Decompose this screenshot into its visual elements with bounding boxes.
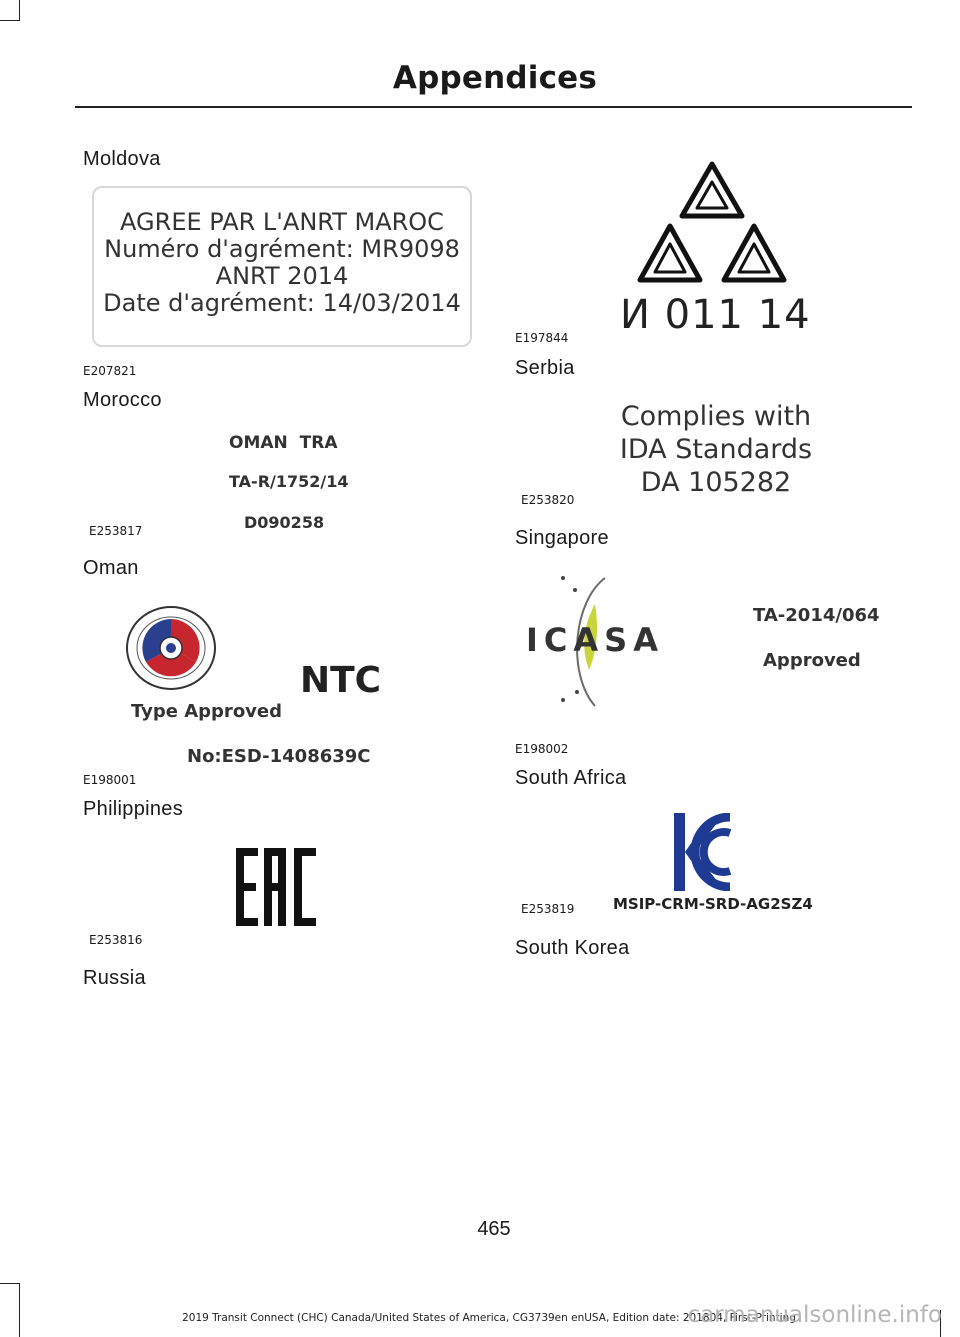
image-code-e197844: E197844 — [515, 331, 569, 345]
kc-certification-number: MSIP-CRM-SRD-AG2SZ4 — [613, 895, 813, 913]
image-code-e207821: E207821 — [83, 364, 137, 378]
maroc-line-2: Numéro d'agrément: MR9098 — [104, 235, 460, 263]
country-label-philippines: Philippines — [83, 798, 184, 820]
ida-compliance-label — [616, 400, 816, 499]
crop-mark-top-left — [0, 20, 20, 21]
icasa-name: ICASA — [526, 621, 664, 659]
image-code-e253817: E253817 — [89, 524, 143, 538]
country-label-singapore: Singapore — [515, 527, 609, 549]
eac-mark-icon — [236, 848, 316, 926]
image-code-e253816: E253816 — [89, 933, 143, 947]
maroc-approval-label — [92, 186, 472, 347]
page-number: 465 — [477, 1218, 511, 1240]
icasa-approved: Approved — [763, 650, 861, 671]
maroc-line-3: ANRT 2014 — [215, 262, 349, 290]
country-label-serbia: Serbia — [515, 357, 575, 379]
header-rule — [75, 106, 912, 108]
maroc-line-1: AGREE PAR L'ANRT MAROC — [120, 208, 444, 236]
country-label-oman: Oman — [83, 557, 139, 579]
ntc-seal-icon — [124, 605, 218, 691]
ida-line-1: Complies with — [620, 401, 812, 432]
maroc-line-4: Date d'agrément: 14/03/2014 — [103, 289, 461, 317]
crop-mark-top-left-v — [19, 0, 20, 20]
page-title: Appendices — [392, 60, 598, 96]
crop-mark-bottom-left-v — [19, 1283, 20, 1337]
oman-tra-line-3: D090258 — [244, 513, 325, 532]
image-code-e253820: E253820 — [521, 493, 575, 507]
serbia-triangle-mark-icon — [634, 158, 790, 286]
ntc-type-approved: Type Approved — [131, 701, 283, 722]
oman-tra-line-2: TA-R/1752/14 — [229, 472, 349, 491]
serbia-approval-number: И 011 14 — [620, 292, 811, 338]
icasa-ta-number: TA-2014/064 — [753, 605, 880, 626]
country-label-south-africa: South Africa — [515, 767, 627, 789]
page-footer: 2019 Transit Connect (CHC) Canada/United States of America, CG3739en enUSA, Edition date: 201804, First-Printing — [182, 1312, 796, 1324]
oman-tra-line-1: OMAN TRA — [229, 433, 338, 453]
image-code-e198001: E198001 — [83, 773, 137, 787]
ida-line-2: IDA Standards — [619, 434, 813, 465]
image-code-e253819: E253819 — [521, 902, 575, 916]
ida-line-3: DA 105282 — [640, 467, 792, 498]
country-label-south-korea: South Korea — [515, 937, 630, 959]
kc-mark-icon — [674, 813, 732, 891]
ntc-number: No:ESD-1408639C — [187, 746, 371, 767]
country-label-moldova: Moldova — [83, 148, 161, 170]
country-label-morocco: Morocco — [83, 389, 162, 411]
crop-mark-bottom-left — [0, 1283, 20, 1284]
country-label-russia: Russia — [83, 967, 146, 989]
watermark: carmanualsonline.info — [687, 1302, 942, 1328]
image-code-e198002: E198002 — [515, 742, 569, 756]
ntc-heading: NTC — [300, 660, 382, 701]
